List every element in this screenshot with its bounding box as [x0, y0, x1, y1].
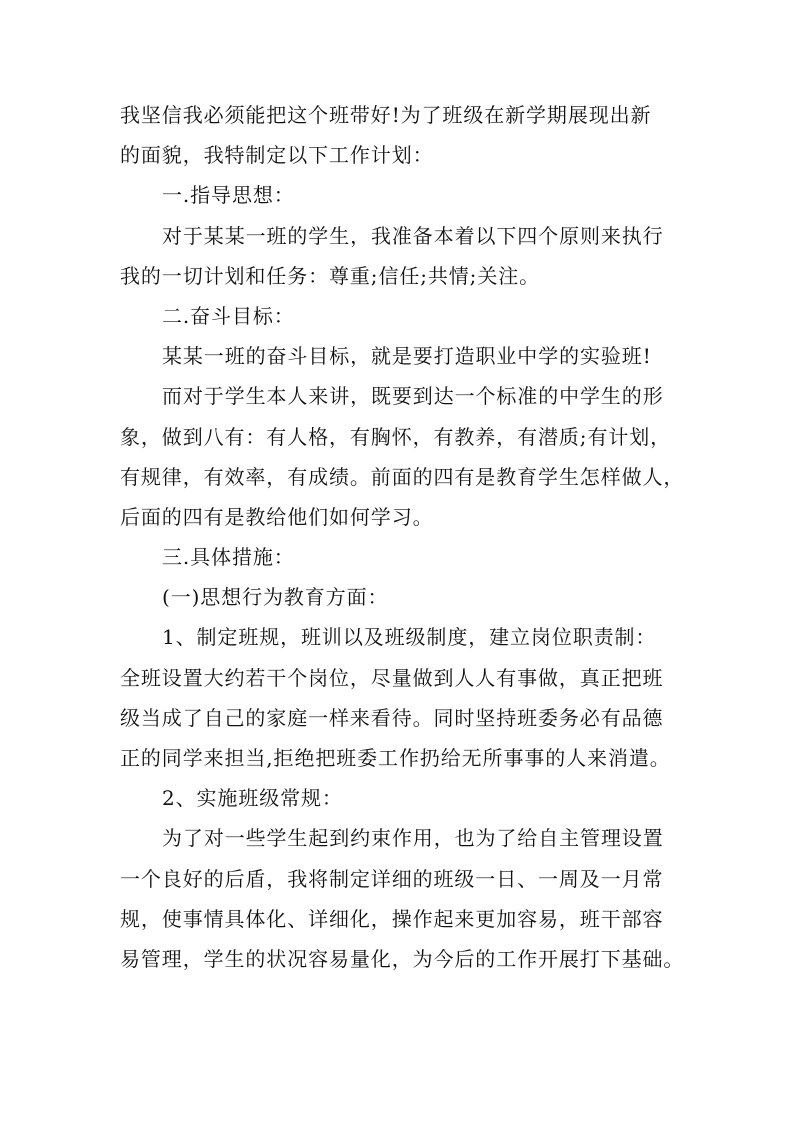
text-line: 1、制定班规，班训以及班级制度，建立岗位职责制： — [162, 625, 657, 650]
section-heading: 三.具体措施： — [162, 545, 295, 570]
text-line: 正的同学来担当,拒绝把班委工作扔给无所事事的人来消遣。 — [120, 746, 671, 770]
text-line: 而对于学生本人来讲，既要到达一个标准的中学生的形 — [162, 384, 664, 409]
subsection-heading: 2、实施班级常规： — [162, 786, 343, 811]
document-body — [120, 95, 685, 979]
text-line: 我的一切计划和任务：尊重;信任;共情;关注。 — [120, 263, 541, 288]
text-line: 全班设置大约若干个岗位，尽量做到人人有事做，真正把班 — [120, 665, 664, 690]
text-line: 象，做到八有：有人格，有胸怀，有教养，有潜质;有计划， — [120, 424, 672, 449]
text-line: 对于某某一班的学生，我准备本着以下四个原则来执行 — [162, 223, 664, 248]
text-line: 一个良好的后盾，我将制定详细的班级一日、一周及一月常 — [120, 866, 664, 891]
section-heading: 一.指导思想： — [162, 183, 295, 208]
text-line: 的面貌，我特制定以下工作计划： — [120, 143, 434, 168]
text-line: 我坚信我必须能把这个班带好!为了班级在新学期展现出新 — [120, 103, 652, 127]
text-line: 规，使事情具体化、详细化，操作起来更加容易，班干部容 — [120, 906, 664, 931]
text-line: 后面的四有是教给他们如何学习。 — [120, 504, 434, 529]
subsection-heading: (一)思想行为教育方面： — [162, 585, 389, 610]
text-line: 为了对一些学生起到约束作用，也为了给自主管理设置 — [162, 826, 664, 851]
text-line: 易管理，学生的状况容易量化，为今后的工作开展打下基础。 — [120, 946, 685, 971]
text-line: 有规律，有效率，有成绩。前面的四有是教育学生怎样做人， — [120, 464, 685, 489]
section-heading: 二.奋斗目标： — [162, 303, 295, 328]
text-line: 某某一班的奋斗目标，就是要打造职业中学的实验班! — [162, 344, 652, 369]
text-line: 级当成了自己的家庭一样来看待。同时坚持班委务必有品德 — [120, 705, 664, 730]
